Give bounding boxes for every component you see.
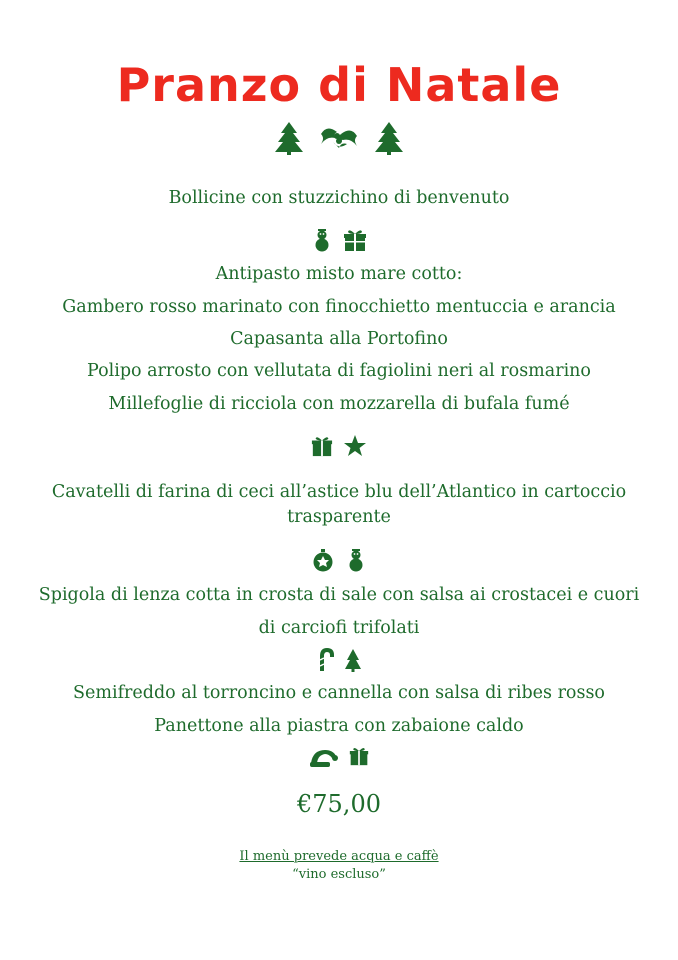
small-tree-icon (344, 648, 362, 672)
separator-icons-4 (0, 648, 678, 672)
separator-icons-1 (0, 228, 678, 252)
ornament-icon (311, 548, 335, 572)
antipasto-item: Polipo arrosto con vellutata di fagiolini neri al rosmarino (87, 361, 591, 381)
gift-icon (311, 434, 333, 458)
gift-icon (349, 745, 369, 767)
antipasto-item: Gambero rosso marinato con finocchietto mentuccia e arancia (62, 297, 616, 317)
candy-cane-icon (316, 648, 334, 672)
separator-icons-5 (0, 744, 678, 768)
dessert-item: Semifreddo al torroncino e cannella con salsa di ribes rosso (73, 683, 605, 703)
antipasto-item: Capasanta alla Portofino (230, 329, 448, 349)
gift-icon (343, 228, 367, 252)
secondo-line-2: di carciofi trifolati (258, 618, 420, 638)
antipasto-header: Antipasto misto mare cotto: (215, 264, 463, 284)
separator-icons-2 (0, 434, 678, 458)
holly-icon (317, 120, 361, 156)
primo-line-2: trasparente (287, 507, 391, 527)
dessert-item: Panettone alla piastra con zabaione caldo (154, 716, 524, 736)
header-icons (0, 120, 678, 156)
antipasto-item: Millefoglie di ricciola con mozzarella di bufala fumé (108, 394, 570, 414)
snowman-icon (311, 228, 333, 252)
snowman-icon (345, 548, 367, 572)
primo-line-1: Cavatelli di farina di ceci all’astice blu dell’Atlantico in cartoccio (51, 482, 627, 502)
santa-hat-icon (309, 744, 339, 768)
menu-title: Pranzo di Natale (116, 58, 562, 112)
christmas-tree-icon (371, 120, 407, 156)
footer-wine-note: “vino escluso” (292, 867, 386, 882)
separator-icons-3 (0, 548, 678, 572)
star-icon (343, 434, 367, 458)
menu-price: €75,00 (297, 790, 381, 818)
footer-note: Il menù prevede acqua e caffè (239, 849, 439, 864)
secondo-line-1: Spigola di lenza cotta in crosta di sale con salsa ai crostacei e cuori (38, 585, 640, 605)
christmas-tree-icon (271, 120, 307, 156)
welcome-line: Bollicine con stuzzichino di benvenuto (168, 188, 510, 208)
